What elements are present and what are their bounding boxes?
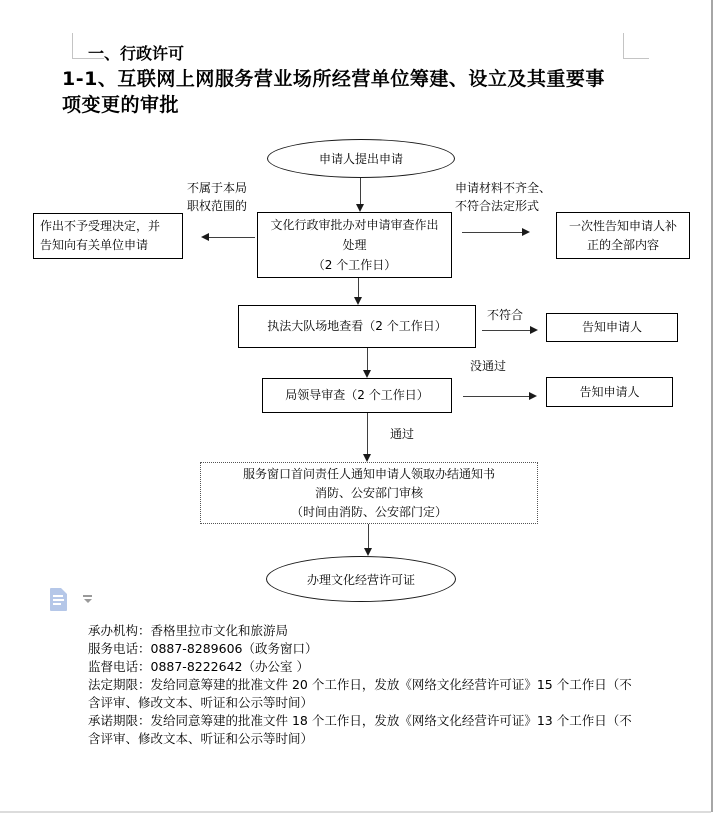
supplement-box — [556, 212, 690, 259]
notify-box-1 — [546, 313, 678, 342]
page-bottom-edge — [0, 811, 711, 813]
service-window-box-line3: （时间由消防、公安部门定） — [290, 504, 447, 519]
supplement-box-line1: 一次性告知申请人补 — [568, 218, 677, 233]
page-right-edge — [711, 0, 713, 812]
review-box-line3: （2 个工作日） — [312, 258, 397, 272]
incomplete-material-label-line1: 申请材料不齐全、 — [455, 181, 552, 195]
inspect-box-label: 执法大队场地查看（2 个工作日） — [267, 319, 447, 333]
leader-box — [262, 378, 452, 413]
supplement-box-line2: 正的全部内容 — [586, 237, 659, 252]
paste-options-dropdown-icon[interactable] — [83, 595, 92, 597]
footer-legal-deadline-line1: 法定期限：发给同意筹建的批准文件 20 个工作日，发放《网络文化经营许可证》15 个工作日（不 — [88, 677, 632, 692]
arrowhead-right-icon — [530, 326, 538, 334]
pass-label: 通过 — [390, 427, 415, 441]
arrowhead-left-icon — [201, 233, 209, 241]
text-line-icon — [53, 603, 61, 605]
arrow-line — [463, 396, 529, 397]
footer-legal-deadline-line2: 含评审、修改文本、听证和公示等时间） — [88, 695, 314, 710]
margin-mark-top-right-horizontal — [623, 58, 649, 59]
footer-agency: 承办机构：香格里拉市文化和旅游局 — [88, 623, 289, 638]
notify-box-1-label: 告知申请人 — [581, 320, 642, 334]
incomplete-material-label — [455, 179, 551, 215]
text-line-icon — [53, 599, 64, 601]
process-title-line2: 项变更的审批 — [62, 94, 180, 116]
service-window-box-line1: 服务窗口首问责任人通知申请人领取办结通知书 — [242, 466, 495, 481]
arrow-line — [208, 237, 255, 238]
service-window-box — [200, 462, 538, 524]
text-line-icon — [53, 595, 63, 597]
out-of-scope-label — [187, 179, 247, 215]
arrowhead-down-icon — [364, 548, 372, 556]
out-of-scope-label-line1: 不属于本局 — [187, 181, 248, 195]
service-window-box-line2: 消防、公安部门审核 — [314, 485, 423, 500]
reject-box-line2: 告知向有关单位申请 — [40, 238, 149, 252]
incomplete-material-label-line2: 不符合法定形式 — [455, 199, 540, 213]
footer-service-phone: 服务电话：0887-8289606（政务窗口） — [88, 641, 318, 656]
footer-info — [88, 622, 708, 748]
end-ellipse-label: 办理文化经营许可证 — [306, 572, 415, 587]
leader-box-label: 局领导审查（2 个工作日） — [285, 388, 429, 402]
out-of-scope-label-line2: 职权范围的 — [187, 199, 248, 213]
not-pass-label: 没通过 — [470, 359, 507, 373]
start-ellipse-label: 申请人提出申请 — [318, 152, 403, 166]
not-conform-label: 不符合 — [487, 308, 524, 322]
arrow-line — [367, 348, 368, 371]
arrowhead-down-icon — [356, 204, 364, 212]
arrow-line — [367, 413, 368, 455]
arrow-line — [462, 232, 524, 233]
notify-box-2 — [546, 377, 673, 407]
paste-options-icon[interactable] — [50, 588, 67, 611]
review-box-line2: 处理 — [342, 238, 367, 252]
section-title: 一、行政许可 — [88, 44, 185, 63]
arrow-line — [360, 178, 361, 205]
arrow-line — [358, 278, 359, 298]
reject-box-line1: 作出不予受理决定，并 — [40, 219, 161, 233]
reject-box — [33, 213, 183, 259]
arrowhead-right-icon — [522, 228, 530, 236]
chevron-down-icon[interactable] — [84, 599, 92, 603]
footer-supervise-phone: 监督电话：0887-8222642（办公室 ） — [88, 659, 309, 674]
review-box — [257, 212, 452, 278]
arrow-line — [368, 524, 369, 549]
arrow-line — [482, 330, 532, 331]
page-fold-icon — [61, 588, 67, 594]
arrowhead-right-icon — [529, 392, 537, 400]
start-ellipse — [267, 139, 455, 178]
arrowhead-down-icon — [363, 370, 371, 378]
footer-promise-deadline-line2: 含评审、修改文本、听证和公示等时间） — [88, 731, 314, 746]
document-title — [62, 42, 605, 118]
footer-promise-deadline-line1: 承诺期限：发给同意筹建的批准文件 18 个工作日，发放《网络文化经营许可证》13 个工作日（不 — [88, 713, 632, 728]
review-box-line1: 文化行政审批办对申请审查作出 — [270, 218, 439, 232]
margin-mark-top-right-vertical — [623, 33, 624, 59]
process-title-line1: 1-1、互联网上网服务营业场所经营单位筹建、设立及其重要事 — [62, 68, 605, 90]
end-ellipse — [266, 556, 456, 602]
arrowhead-down-icon — [363, 454, 371, 462]
notify-box-2-label: 告知申请人 — [579, 384, 640, 399]
inspect-box — [238, 305, 476, 348]
arrowhead-down-icon — [354, 297, 362, 305]
